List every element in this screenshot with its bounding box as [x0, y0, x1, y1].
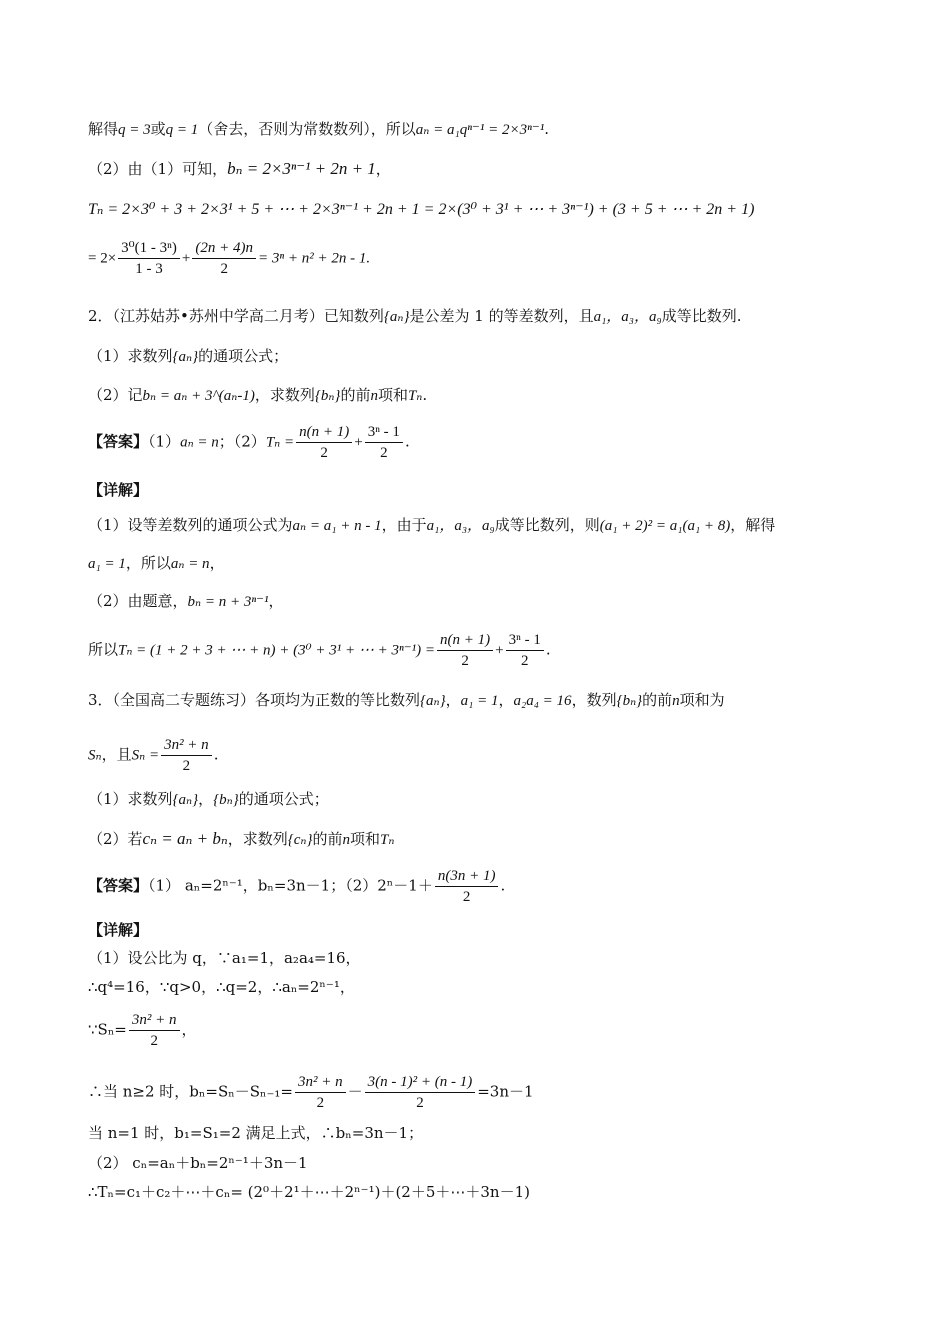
math: {bₙ} — [314, 388, 341, 404]
text: （2）由题意， — [88, 592, 188, 610]
text: ， — [198, 790, 214, 808]
numerator: 3ⁿ - 1 — [365, 422, 403, 443]
denominator: 2 — [380, 445, 388, 461]
text: . — [422, 386, 428, 404]
math: q = 3 — [118, 122, 151, 138]
text: . — [545, 640, 551, 659]
math: a₁ = 1 — [88, 556, 126, 572]
question-2-detail-1 — [88, 514, 775, 537]
fraction — [437, 630, 493, 671]
math: Tₙ — [407, 388, 423, 404]
math: (a₁ + 2)² = a₁(a₁ + 8) — [599, 518, 731, 534]
text: ∴当 n≥2 时，bₙ=Sₙ－Sₙ₋₁= — [88, 1082, 293, 1101]
question-3-line-2 — [88, 735, 218, 776]
numerator: n(3n + 1) — [435, 866, 499, 887]
text: （2）记 — [88, 386, 143, 404]
math: {bₙ} — [213, 792, 239, 808]
question-3-detail-7: ∴Tₙ=c₁＋c₂＋⋯＋cₙ= (2⁰＋2¹＋⋯＋2ⁿ⁻¹)＋(2＋5＋⋯＋3n－1) — [88, 1183, 530, 1201]
denominator: 2 — [150, 1033, 158, 1049]
text: 解得 — [88, 120, 119, 138]
text: ，数列 — [571, 691, 617, 709]
text: ，且 — [101, 745, 132, 764]
text: （2）由（1）可知， — [88, 160, 228, 178]
text: ，求数列 — [254, 386, 315, 404]
question-2-detail-3 — [88, 590, 284, 613]
answer-label: 【答案】 — [88, 876, 149, 895]
math: bₙ = n + 3ⁿ⁻¹ — [187, 594, 269, 610]
text: ∵Sₙ= — [88, 1020, 127, 1039]
question-2-title — [88, 305, 742, 328]
text: ， — [268, 592, 284, 610]
fraction — [161, 735, 212, 776]
denominator: 2 — [462, 889, 471, 905]
text: =3n－1 — [477, 1082, 534, 1101]
text: ， — [209, 554, 225, 572]
text: （1） — [148, 432, 181, 451]
fraction — [192, 238, 256, 279]
numerator: 3n² + n — [161, 735, 212, 756]
math: + — [354, 434, 363, 451]
text: 成等比数列. — [661, 307, 742, 325]
solution-line-1 — [88, 118, 549, 141]
math: Tₙ — [380, 832, 395, 848]
text: ，求数列 — [227, 830, 288, 848]
question-3-detail-2: ∴q⁴=16，∵q>0，∴q=2，∴aₙ=2ⁿ⁻¹， — [88, 978, 355, 996]
math: Sₙ — [88, 747, 102, 764]
question-2-detail-label: 【详解】 — [88, 481, 149, 499]
text: 或 — [150, 120, 166, 138]
text: 的通项公式； — [238, 790, 329, 808]
math: cₙ = aₙ + bₙ — [142, 829, 228, 848]
question-3-part-2 — [88, 828, 394, 851]
fraction — [365, 1072, 476, 1113]
math: Tₙ = (1 + 2 + 3 + ⋯ + n) + (3⁰ + 3¹ + ⋯ + 3ⁿ⁻¹) = — [118, 642, 436, 659]
text: 2．（江苏姑苏•苏州中学高二月考）已知数列 — [88, 307, 384, 325]
numerator: (2n + 4)n — [192, 238, 256, 259]
text: 的前 — [312, 830, 343, 848]
math: bₙ = aₙ + 3^(aₙ-1) — [142, 388, 255, 404]
math: q = 1 — [165, 122, 199, 138]
text: 项和 — [377, 386, 408, 404]
math: Sₙ = — [131, 747, 160, 764]
text: （1） aₙ=2ⁿ⁻¹，bₙ=3n－1；（2）2ⁿ－1＋ — [148, 876, 433, 895]
fraction — [435, 866, 499, 907]
text: （舍去，否则为常数数列），所以 — [198, 120, 416, 138]
text: 3．（全国高二专题练习）各项均为正数的等比数列 — [88, 691, 421, 709]
numerator: 3ⁿ - 1 — [506, 630, 544, 651]
denominator: 2 — [521, 653, 529, 669]
question-3-detail-6: （2） cₙ=aₙ＋bₙ=2ⁿ⁻¹＋3n－1 — [88, 1154, 308, 1172]
math: {aₙ} — [383, 309, 410, 325]
text: ， — [498, 691, 514, 709]
math: bₙ = 2×3ⁿ⁻¹ + 2n + 1 — [227, 159, 376, 178]
text: ，由于 — [381, 516, 427, 534]
question-3-answer — [88, 866, 505, 907]
numerator: n(n + 1) — [437, 630, 493, 651]
math: {aₙ} — [172, 792, 199, 808]
numerator: 3(n - 1)² + (n - 1) — [365, 1072, 476, 1093]
question-3-detail-5: 当 n=1 时，b₁=S₁=2 满足上式，∴bₙ=3n－1； — [88, 1124, 424, 1142]
math: aₙ = n — [170, 556, 210, 572]
solution-line-3 — [88, 198, 754, 221]
denominator: 2 — [320, 445, 328, 461]
question-2-part-2 — [88, 384, 427, 407]
math: + — [495, 642, 504, 659]
numerator: n(n + 1) — [296, 422, 352, 443]
question-2-detail-2 — [88, 552, 225, 575]
text: ， — [375, 160, 391, 178]
denominator: 2 — [416, 1095, 424, 1111]
math: = 3ⁿ + n² + 2n - 1. — [258, 250, 371, 267]
text: . — [404, 432, 410, 451]
question-3-detail-4 — [88, 1072, 534, 1113]
fraction — [506, 630, 544, 671]
question-3-detail-label: 【详解】 — [88, 921, 149, 939]
text: ；（2） — [218, 432, 266, 451]
question-3-title — [88, 689, 725, 712]
math: Tₙ = 2×3⁰ + 3 + 2×3¹ + 5 + ⋯ + 2×3ⁿ⁻¹ + 2n + 1 = 2×(3⁰ + 3¹ + ⋯ + 3ⁿ⁻¹) + (3 + 5 + ⋯ + 2n + 1) — [88, 201, 755, 218]
numerator: 3n² + n — [295, 1072, 346, 1093]
math: {aₙ} — [172, 349, 199, 365]
solution-line-2 — [88, 158, 391, 180]
text: ， — [181, 1020, 197, 1039]
math: {bₙ} — [616, 693, 643, 709]
fraction — [365, 422, 403, 463]
fraction — [118, 238, 180, 279]
question-2-part-1 — [88, 345, 288, 368]
denominator: 2 — [182, 758, 191, 774]
denominator: 2 — [220, 261, 228, 277]
question-3-part-1 — [88, 788, 329, 811]
text: 的通项公式； — [198, 347, 289, 365]
fraction — [295, 1072, 346, 1113]
numerator: 3n² + n — [129, 1010, 180, 1031]
text: 项和 — [349, 830, 380, 848]
text: . — [500, 876, 506, 895]
math: n — [672, 693, 680, 709]
math: a₁，a₃，a₉ — [593, 309, 662, 325]
text: 是公差为 1 的等差数列，且 — [409, 307, 594, 325]
math: aₙ = a₁qⁿ⁻¹ = 2×3ⁿ⁻¹ — [415, 122, 545, 138]
math: a₂a₄ = 16 — [513, 693, 572, 709]
text: － — [347, 1082, 363, 1101]
fraction — [296, 422, 352, 463]
denominator: 1 - 3 — [135, 261, 163, 277]
math: = 2× — [88, 250, 117, 267]
text: ，解得 — [730, 516, 776, 534]
question-2-detail-4 — [88, 630, 551, 671]
question-2-answer — [88, 422, 410, 463]
text: 所以 — [88, 640, 119, 659]
text: （1）求数列 — [88, 790, 173, 808]
solution-line-4 — [88, 238, 370, 279]
math: aₙ = a₁ + n - 1 — [292, 518, 382, 534]
math: aₙ = n — [180, 434, 219, 451]
text: ，所以 — [125, 554, 171, 572]
text: 项和为 — [679, 691, 725, 709]
text: 的前 — [642, 691, 673, 709]
fraction — [129, 1010, 180, 1051]
math: a₁ = 1 — [460, 693, 499, 709]
math: {cₙ} — [287, 832, 313, 848]
text: 成等比数列，则 — [494, 516, 600, 534]
text: ， — [445, 691, 461, 709]
denominator: 2 — [316, 1095, 325, 1111]
text: 的前 — [340, 386, 371, 404]
answer-label: 【答案】 — [88, 432, 149, 451]
math: {aₙ} — [420, 693, 446, 709]
text: . — [544, 120, 550, 138]
math: a₁，a₃，a₉ — [426, 518, 495, 534]
denominator: 2 — [461, 653, 469, 669]
math: n — [342, 832, 350, 848]
text: （2）若 — [88, 830, 143, 848]
math: n — [370, 388, 378, 404]
text: （1）求数列 — [88, 347, 173, 365]
question-3-detail-3 — [88, 1010, 197, 1051]
text: . — [213, 745, 219, 764]
numerator: 3⁰(1 - 3ⁿ) — [118, 238, 180, 259]
text: （1）设等差数列的通项公式为 — [88, 516, 293, 534]
question-3-detail-1: （1）设公比为 q，∵a₁=1，a₂a₄=16， — [88, 949, 361, 967]
math: + — [181, 250, 191, 267]
math: Tₙ = — [265, 434, 295, 451]
